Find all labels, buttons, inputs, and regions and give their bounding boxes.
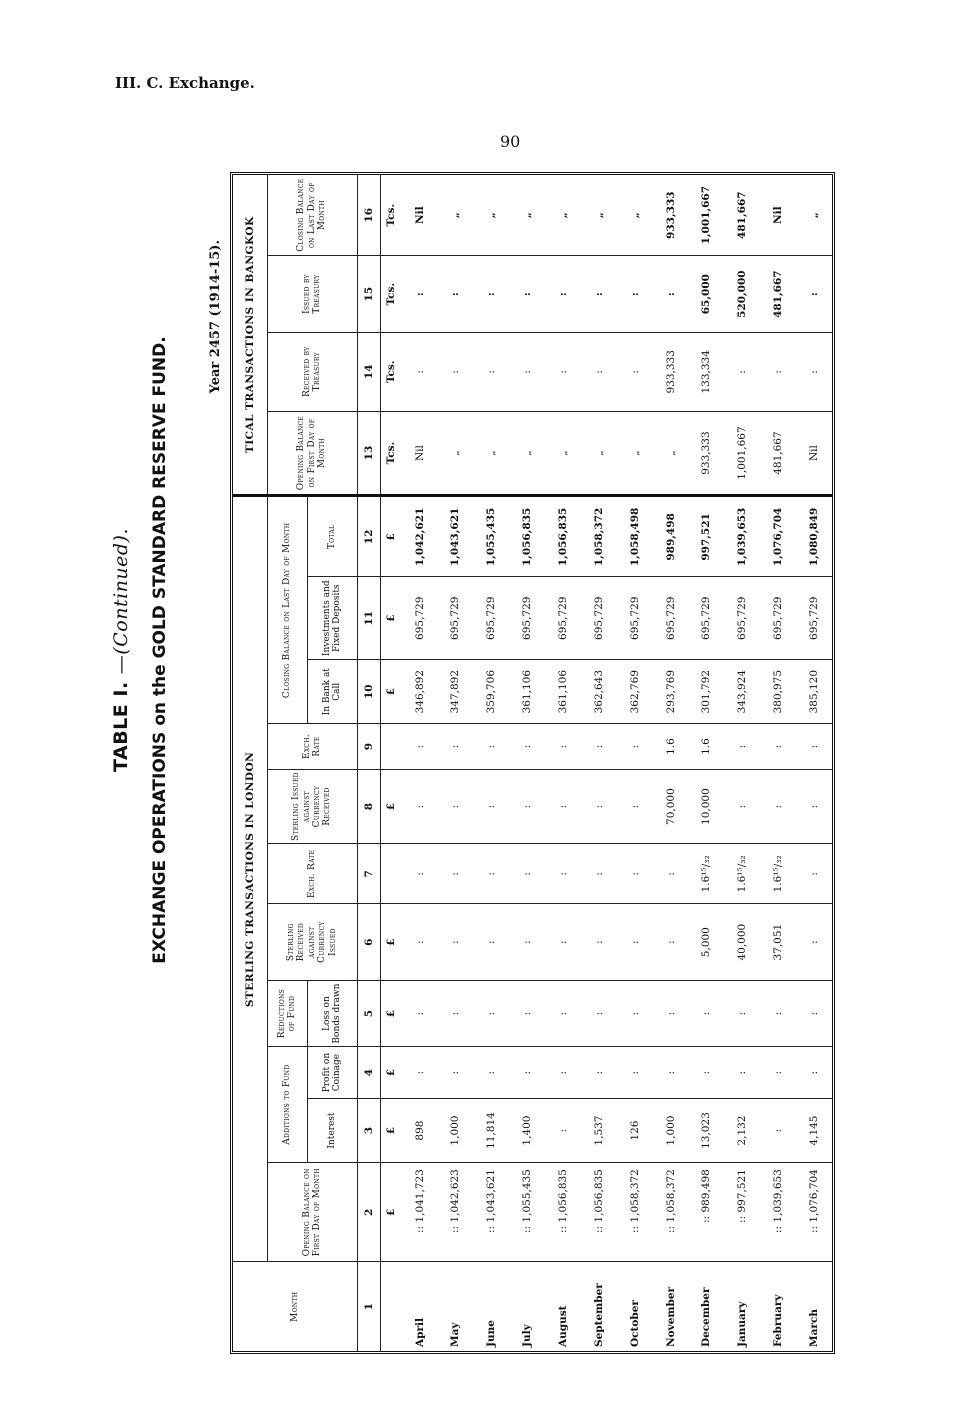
- data-cell: 1,058,498: [617, 496, 653, 577]
- data-cell: :: [653, 980, 689, 1046]
- month-cell: September: [592, 1283, 605, 1347]
- data-cell: :: [581, 844, 617, 904]
- month-cell: July: [521, 1324, 534, 1347]
- data-cell: „: [437, 175, 473, 256]
- data-cell: :: [796, 256, 832, 333]
- data-cell: „: [617, 411, 653, 496]
- data-cell: 481,667: [724, 175, 760, 256]
- data-cell: :: [473, 769, 509, 844]
- table-row: [437, 175, 473, 1351]
- data-cell: 385,120: [796, 660, 832, 724]
- data-cell: 1,001,667: [688, 175, 724, 256]
- data-cell: 997,521: [688, 496, 724, 577]
- data-cell: :: 1,076,704: [796, 1163, 832, 1262]
- data-cell: :: [545, 332, 581, 411]
- month-cell: February: [772, 1294, 785, 1347]
- data-cell: :: [617, 332, 653, 411]
- data-cell: :: 1,043,621: [473, 1163, 509, 1262]
- month-cell: June: [485, 1320, 498, 1347]
- data-cell: :: [581, 332, 617, 411]
- column-number: 5: [357, 980, 380, 1046]
- data-cell: :: [688, 980, 724, 1046]
- table-row: [653, 175, 689, 1351]
- data-cell: :: [509, 332, 545, 411]
- data-cell: :: 997,521: [724, 1163, 760, 1262]
- exchange-table: [233, 175, 832, 1351]
- data-cell: 2,132: [724, 1098, 760, 1162]
- data-cell: 1,080,849: [796, 496, 832, 577]
- column-number-row: [357, 175, 380, 1351]
- data-cell: :: 1,056,835: [581, 1163, 617, 1262]
- month-cell: January: [736, 1301, 749, 1347]
- data-cell: 1,058,372: [581, 496, 617, 577]
- data-cell: :: [724, 1047, 760, 1099]
- unit-cell: Tcs.: [380, 175, 402, 256]
- month-cell: December: [700, 1287, 713, 1347]
- data-cell: :: 1,042,623: [437, 1163, 473, 1262]
- header-sterling-issued: Sterling Issued against Currency Received: [267, 769, 357, 844]
- data-cell: :: 1,041,723: [402, 1163, 438, 1262]
- unit-row: [380, 175, 402, 1351]
- data-cell: 1.6¹⁵/₃₂: [724, 844, 760, 904]
- table-row: [796, 175, 832, 1351]
- data-cell: 1,056,835: [509, 496, 545, 577]
- data-cell: :: [509, 256, 545, 333]
- data-cell: 65,000: [688, 256, 724, 333]
- data-cell: :: [437, 256, 473, 333]
- data-cell: :: [796, 844, 832, 904]
- data-cell: :: [581, 724, 617, 770]
- column-number: 15: [357, 256, 380, 333]
- data-cell: :: [617, 769, 653, 844]
- data-cell: :: [581, 769, 617, 844]
- data-cell: :: [617, 256, 653, 333]
- header-investments: Investments and Fixed Deposits: [307, 577, 357, 660]
- table-subtitle: EXCHANGE OPERATIONS on the GOLD STANDARD RESERVE FUND.: [150, 336, 170, 964]
- header-bank: In Bank at Call: [307, 660, 357, 724]
- column-number: 4: [357, 1047, 380, 1099]
- column-number: 11: [357, 577, 380, 660]
- data-cell: 898: [402, 1098, 438, 1162]
- data-cell: „: [473, 411, 509, 496]
- data-cell: 695,729: [688, 577, 724, 660]
- data-cell: 380,975: [760, 660, 796, 724]
- data-cell: :: [402, 1047, 438, 1099]
- header-reductions: Reductions of Fund: [267, 980, 307, 1046]
- data-cell: 695,729: [473, 577, 509, 660]
- header-interest: Interest: [307, 1098, 357, 1162]
- header-closing-balance: Closing Balance on Last Day of Month: [267, 496, 307, 724]
- data-cell: :: [545, 256, 581, 333]
- data-cell: :: [760, 724, 796, 770]
- data-cell: :: [617, 1047, 653, 1099]
- data-cell: :: [509, 980, 545, 1046]
- table-row: [545, 175, 581, 1351]
- data-cell: 989,498: [653, 496, 689, 577]
- data-cell: :: [437, 1047, 473, 1099]
- data-cell: „: [545, 411, 581, 496]
- column-number: 9: [357, 724, 380, 770]
- data-cell: 1,043,621: [437, 496, 473, 577]
- data-cell: :: [760, 769, 796, 844]
- year-label: Year 2457 (1914-15).: [208, 240, 223, 394]
- data-cell: 361,106: [509, 660, 545, 724]
- data-cell: 695,729: [509, 577, 545, 660]
- data-cell: 37,051: [760, 904, 796, 981]
- data-cell: Nil: [402, 175, 438, 256]
- data-cell: :: [617, 724, 653, 770]
- data-cell: 933,333: [688, 411, 724, 496]
- data-cell: 10,000: [688, 769, 724, 844]
- data-cell: 362,769: [617, 660, 653, 724]
- header-tical-opening: Opening Balance on First Day of Month: [267, 411, 357, 496]
- group-sterling: STERLING TRANSACTIONS IN LONDON: [233, 496, 267, 1262]
- data-cell: 5,000: [688, 904, 724, 981]
- header-exch-rate-2: Exch. Rate: [267, 724, 357, 770]
- data-cell: :: [473, 1047, 509, 1099]
- table-row: [617, 175, 653, 1351]
- data-cell: 1,001,667: [724, 411, 760, 496]
- data-cell: :: [437, 769, 473, 844]
- unit-cell: £: [380, 980, 402, 1046]
- data-cell: :: [545, 844, 581, 904]
- data-cell: „: [437, 411, 473, 496]
- data-cell: 695,729: [653, 577, 689, 660]
- table-row: [760, 175, 796, 1351]
- data-cell: :: [617, 844, 653, 904]
- header-profit: Profit on Coinage: [307, 1047, 357, 1099]
- data-cell: :: [437, 904, 473, 981]
- unit-cell: £: [380, 769, 402, 844]
- data-cell: „: [545, 175, 581, 256]
- unit-cell: £: [380, 577, 402, 660]
- data-cell: :: [724, 980, 760, 1046]
- unit-cell: Tcs.: [380, 256, 402, 333]
- column-number: 13: [357, 411, 380, 496]
- data-cell: :: [545, 904, 581, 981]
- data-cell: „: [617, 175, 653, 256]
- data-cell: Nil: [760, 175, 796, 256]
- data-cell: :: [617, 980, 653, 1046]
- data-cell: :: [653, 904, 689, 981]
- data-cell: :: 1,056,835: [545, 1163, 581, 1262]
- data-cell: :: [796, 724, 832, 770]
- data-cell: :: [796, 980, 832, 1046]
- data-cell: :: 989,498: [688, 1163, 724, 1262]
- data-cell: 695,729: [617, 577, 653, 660]
- section-heading: III. C. Exchange.: [115, 74, 255, 92]
- data-cell: :: [437, 332, 473, 411]
- month-cell: October: [628, 1300, 641, 1347]
- data-cell: :: [545, 1098, 581, 1162]
- column-number: 2: [357, 1163, 380, 1262]
- data-cell: 481,667: [760, 411, 796, 496]
- data-cell: :: [402, 256, 438, 333]
- table-row: [473, 175, 509, 1351]
- data-cell: 361,106: [545, 660, 581, 724]
- column-number: 16: [357, 175, 380, 256]
- header-opening: Opening Balance on First Day of Month: [267, 1163, 357, 1262]
- data-cell: :: [545, 1047, 581, 1099]
- column-number: 3: [357, 1098, 380, 1162]
- table-row: [509, 175, 545, 1351]
- data-cell: Nil: [402, 411, 438, 496]
- data-cell: :: [509, 769, 545, 844]
- data-cell: :: [581, 256, 617, 333]
- data-cell: „: [509, 175, 545, 256]
- data-cell: 1,042,621: [402, 496, 438, 577]
- data-cell: 695,729: [437, 577, 473, 660]
- data-cell: :: [545, 724, 581, 770]
- header-month: Month: [233, 1262, 357, 1351]
- data-cell: 1.6¹⁵/₃₂: [760, 844, 796, 904]
- column-number: 10: [357, 660, 380, 724]
- data-cell: 1,056,835: [545, 496, 581, 577]
- data-cell: „: [581, 411, 617, 496]
- unit-cell: Tcs.: [380, 332, 402, 411]
- data-cell: :: [402, 980, 438, 1046]
- data-cell: 347,892: [437, 660, 473, 724]
- data-cell: :: [437, 844, 473, 904]
- data-cell: „: [473, 175, 509, 256]
- table-row: [688, 175, 724, 1351]
- header-additions: Additions to Fund: [267, 1047, 307, 1163]
- data-cell: :: [760, 980, 796, 1046]
- data-cell: :: [402, 844, 438, 904]
- column-number: 12: [357, 496, 380, 577]
- header-total: Total: [307, 496, 357, 577]
- month-cell: April: [413, 1318, 426, 1347]
- data-cell: 1.6¹⁵/₃₂: [688, 844, 724, 904]
- data-cell: 695,729: [545, 577, 581, 660]
- data-cell: 301,792: [688, 660, 724, 724]
- data-cell: :: [402, 724, 438, 770]
- data-cell: :: [581, 980, 617, 1046]
- group-tical: TICAL TRANSACTIONS IN BANGKOK: [233, 175, 267, 496]
- data-cell: :: [796, 904, 832, 981]
- data-cell: 1,055,435: [473, 496, 509, 577]
- data-cell: 695,729: [402, 577, 438, 660]
- data-cell: 362,643: [581, 660, 617, 724]
- table-row: [724, 175, 760, 1351]
- table-frame: [230, 172, 835, 1354]
- unit-cell: [380, 1262, 402, 1351]
- column-number: 7: [357, 844, 380, 904]
- data-cell: „: [509, 411, 545, 496]
- rotated-table: [233, 175, 832, 1351]
- data-cell: 359,706: [473, 660, 509, 724]
- column-number: 14: [357, 332, 380, 411]
- data-cell: :: [473, 332, 509, 411]
- data-cell: :: [796, 769, 832, 844]
- data-cell: :: 1,058,372: [617, 1163, 653, 1262]
- page-number: 90: [500, 132, 521, 151]
- header-received-treasury: Received by Treasury: [267, 332, 357, 411]
- data-cell: :: [796, 1047, 832, 1099]
- data-cell: :: [796, 332, 832, 411]
- data-cell: :: [509, 1047, 545, 1099]
- data-cell: 933,333: [653, 332, 689, 411]
- data-cell: 1.6: [688, 724, 724, 770]
- data-cell: :: [724, 769, 760, 844]
- data-cell: :: [688, 1047, 724, 1099]
- data-cell: :: [653, 844, 689, 904]
- column-number: 1: [357, 1262, 380, 1351]
- data-cell: :: 1,058,372: [653, 1163, 689, 1262]
- data-cell: :: [509, 904, 545, 981]
- data-cell: :: [760, 1047, 796, 1099]
- data-cell: 293,769: [653, 660, 689, 724]
- data-cell: 126: [617, 1098, 653, 1162]
- data-cell: 70,000: [653, 769, 689, 844]
- data-cell: :: [617, 904, 653, 981]
- data-cell: 481,667: [760, 256, 796, 333]
- unit-cell: [380, 844, 402, 904]
- unit-cell: £: [380, 660, 402, 724]
- data-cell: :: 1,039,653: [760, 1163, 796, 1262]
- data-cell: 346,892: [402, 660, 438, 724]
- data-cell: 1,400: [509, 1098, 545, 1162]
- column-number: 6: [357, 904, 380, 981]
- data-cell: 1,000: [437, 1098, 473, 1162]
- data-cell: :: [724, 724, 760, 770]
- month-cell: May: [449, 1322, 462, 1347]
- data-cell: :: [473, 904, 509, 981]
- data-cell: :: [545, 980, 581, 1046]
- data-cell: :: [437, 724, 473, 770]
- data-cell: 11,814: [473, 1098, 509, 1162]
- data-cell: „: [653, 411, 689, 496]
- data-cell: „: [796, 175, 832, 256]
- data-cell: 1,039,653: [724, 496, 760, 577]
- table-row: [402, 175, 438, 1351]
- table-title: TABLE I. —(Continued).: [110, 528, 132, 772]
- data-cell: 520,000: [724, 256, 760, 333]
- data-cell: :: [473, 980, 509, 1046]
- data-cell: :: [509, 724, 545, 770]
- data-cell: 695,729: [724, 577, 760, 660]
- data-cell: 933,333: [653, 175, 689, 256]
- data-cell: „: [581, 175, 617, 256]
- data-cell: :: [402, 332, 438, 411]
- unit-cell: [380, 724, 402, 770]
- unit-cell: Tcs.: [380, 411, 402, 496]
- header-issued-treasury: Issued by Treasury: [267, 256, 357, 333]
- data-cell: 13,023: [688, 1098, 724, 1162]
- header-exch-rate-1: Exch. Rate: [267, 844, 357, 904]
- data-cell: :: [402, 904, 438, 981]
- data-cell: :: [509, 844, 545, 904]
- unit-cell: £: [380, 496, 402, 577]
- data-cell: 4,145: [796, 1098, 832, 1162]
- data-cell: :: [581, 904, 617, 981]
- data-cell: :: [653, 256, 689, 333]
- header-loss: Loss on Bonds drawn: [307, 980, 357, 1046]
- unit-cell: £: [380, 904, 402, 981]
- data-cell: :: [473, 844, 509, 904]
- data-cell: 1,076,704: [760, 496, 796, 577]
- data-cell: 1.6: [653, 724, 689, 770]
- data-cell: :: [473, 256, 509, 333]
- data-cell: :: [545, 769, 581, 844]
- data-cell: :: [402, 769, 438, 844]
- unit-cell: £: [380, 1047, 402, 1099]
- data-cell: :: [760, 332, 796, 411]
- data-cell: 1,537: [581, 1098, 617, 1162]
- month-cell: November: [664, 1286, 677, 1347]
- header-tical-closing: Closing Balance on Last Day of Month: [267, 175, 357, 256]
- month-cell: March: [808, 1309, 821, 1347]
- data-cell: :: 1,055,435: [509, 1163, 545, 1262]
- data-cell: 695,729: [581, 577, 617, 660]
- data-cell: 343,924: [724, 660, 760, 724]
- data-cell: 40,000: [724, 904, 760, 981]
- data-cell: 695,729: [760, 577, 796, 660]
- header-sterling-received: Sterling Received against Currency Issued: [267, 904, 357, 981]
- data-cell: :: [724, 332, 760, 411]
- data-cell: 133,334: [688, 332, 724, 411]
- unit-cell: £: [380, 1163, 402, 1262]
- table-row: [581, 175, 617, 1351]
- data-cell: Nil: [796, 411, 832, 496]
- data-cell: :: [581, 1047, 617, 1099]
- data-cell: 695,729: [796, 577, 832, 660]
- unit-cell: £: [380, 1098, 402, 1162]
- data-cell: :: [473, 724, 509, 770]
- data-cell: :: [437, 980, 473, 1046]
- data-cell: :: [653, 1047, 689, 1099]
- data-cell: 1,000: [653, 1098, 689, 1162]
- data-cell: :: [760, 1098, 796, 1162]
- column-number: 8: [357, 769, 380, 844]
- month-cell: August: [556, 1305, 569, 1347]
